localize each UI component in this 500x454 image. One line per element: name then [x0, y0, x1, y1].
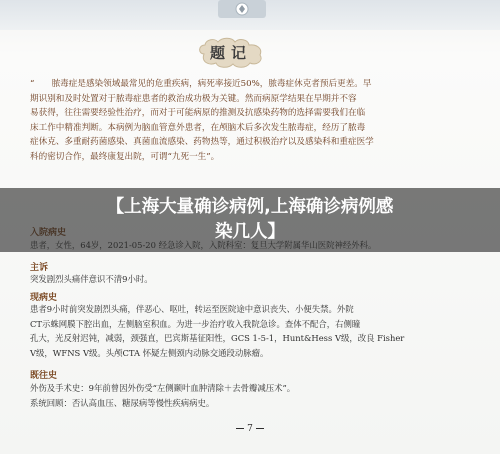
headline-line: 染几人】 [215, 222, 285, 242]
publisher-logo-icon [214, 0, 270, 20]
present-history-line: CT示蛛网膜下腔出血，左侧脑室积血。为进一步治疗收入我院急诊。查体不配合，右侧瞳 [30, 318, 361, 329]
epigraph-line: 科的密切合作，最终康复出院，可谓“九死一生”。 [30, 151, 220, 162]
article-headline[interactable] [40, 195, 460, 245]
page-number-dash [236, 428, 244, 429]
epigraph-title: 题记 [209, 44, 252, 62]
past-history-line: 系统回顾：否认高血压、糖尿病等慢性疾病病史。 [30, 397, 215, 408]
past-history-line: 外伤及手术史：9年前曾因外伤受“左侧颞叶血肿清除＋去骨瓣减压术”。 [30, 383, 296, 393]
book-header-bar [0, 0, 500, 30]
past-history-text [30, 381, 480, 410]
page-number-dash [256, 428, 264, 429]
epigraph-line: 症休克、多重耐药菌感染、真菌血流感染、药物热等，通过积极治疗以及感染科和重症医学 [30, 137, 374, 147]
epigraph-line: 易获得，往往需要经验性治疗，而对于可能病原的推测及抗感染药物的选择需要我们在临 [30, 108, 366, 118]
epigraph-paragraph [30, 77, 478, 164]
page-number-value: 7 [247, 424, 253, 434]
past-history-section-title: 既往史 [30, 371, 58, 381]
epigraph-line: 期识别和及时处置对于脓毒症患者的救治成功极为关键。然而病原学结果在早期并不容 [30, 93, 357, 104]
present-history-text [30, 302, 480, 360]
complaint-text: 突发剧烈头痛伴意识不清9小时。 [30, 274, 153, 284]
headline-line: 【上海大量确诊病例,上海确诊病例感 [106, 197, 394, 217]
page-number [0, 424, 500, 434]
present-history-line: 患者9小时前突发剧烈头痛，伴恶心、呕吐，转运至医院途中意识丧失、小便失禁。外院 [30, 304, 354, 314]
epigraph-line: “ 脓毒症是感染领域最常见的危重疾病，病死率接近50%，脓毒症休克者预后更差。早 [30, 79, 372, 89]
complaint-section-title: 主诉 [30, 263, 49, 273]
present-history-line: Ⅴ级，WFNS Ⅴ级。头颅CTA 怀疑左侧颈内动脉交通段动脉瘤。 [30, 347, 269, 358]
epigraph-line: 床工作中精准判断。本病例为脑血管意外患者，在颅脑术后多次发生脓毒症，经历了脓毒 [30, 122, 366, 133]
present-history-section-title: 现病史 [30, 293, 58, 303]
present-history-line: 孔大，光反射迟钝，减弱，颈强直，巴宾斯基征阳性，GCS 1-5-1，Hunt&Hess Ⅴ级，改良 Fisher [30, 333, 405, 344]
